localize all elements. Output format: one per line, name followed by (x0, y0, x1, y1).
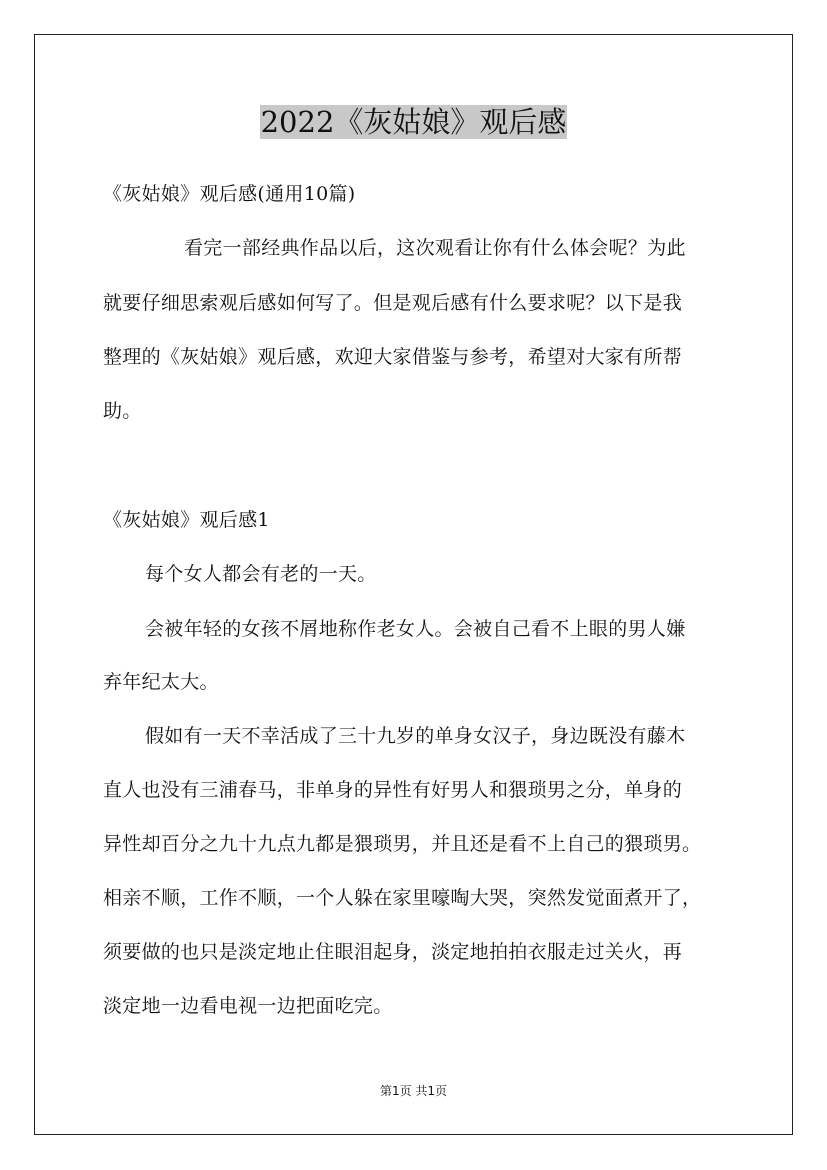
paragraph-line: 异性却百分之九十九点九都是猥琐男，并且还是看不上自己的猥琐男。 (103, 833, 702, 855)
intro-line: 整理的《灰姑娘》观后感，欢迎大家借鉴与参考，希望对大家有所帮 (103, 346, 683, 368)
paragraph-line: 直人也没有三浦春马，非单身的异性有好男人和猥琐男之分，单身的 (103, 779, 683, 801)
paragraph-line: 淡定地一边看电视一边把面吃完。 (103, 995, 393, 1017)
paragraph-line: 会被年轻的女孩不屑地称作老女人。会被自己看不上眼的男人嫌 (145, 618, 686, 640)
paragraph-line: 弃年纪太大。 (103, 671, 219, 693)
document-subtitle: 《灰姑娘》观后感(通用10篇) (103, 183, 356, 205)
intro-line: 助。 (103, 400, 142, 422)
intro-line: 就要仔细思索观后感如何写了。但是观后感有什么要求呢？以下是我 (103, 292, 683, 314)
paragraph-line: 须要做的也只是淡定地止住眼泪起身，淡定地拍拍衣服走过关火，再 (103, 941, 683, 963)
paragraph-line: 假如有一天不幸活成了三十九岁的单身女汉子，身边既没有藤木 (145, 725, 686, 747)
document-title-text: 2022《灰姑娘》观后感 (260, 105, 567, 139)
section-heading: 《灰姑娘》观后感1 (103, 509, 270, 531)
intro-line: 看完一部经典作品以后，这次观看让你有什么体会呢？为此 (184, 237, 686, 259)
paragraph-line: 每个女人都会有老的一天。 (145, 563, 377, 585)
document-title (0, 102, 827, 142)
paragraph-line: 相亲不顺，工作不顺，一个人躲在家里嚎啕大哭，突然发觉面煮开了， (103, 887, 702, 909)
page-number-footer: 第1页 共1页 (379, 1084, 448, 1098)
